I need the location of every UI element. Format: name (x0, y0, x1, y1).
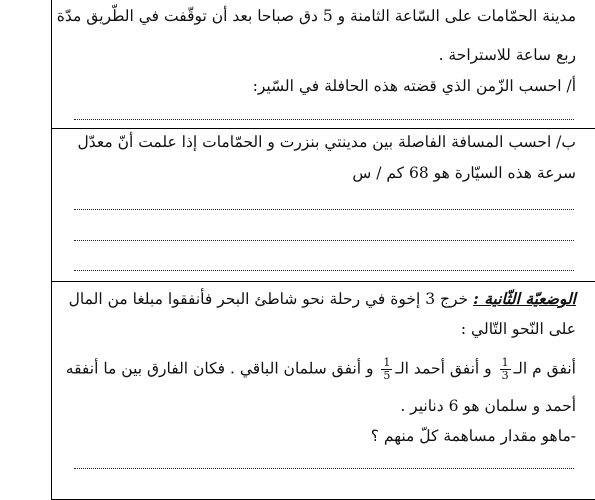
problem1-text-line1: مدينة الحمّامات على السّاعة الثامنة و 5 دق صباحا بعد أن توقّفت في الطّريق مدّة (56, 7, 576, 25)
fraction-denominator: 5 (383, 369, 391, 382)
problem2-intro-line2: على النّحو التّالي : (460, 320, 576, 338)
fraction-numerator: 1 (501, 356, 509, 369)
problem1-text-line2: ربع ساعة للاستراحة . (438, 46, 576, 64)
answer-line-a (74, 119, 574, 122)
spend-part2: و أنفق أحمد الـ (395, 359, 492, 378)
fraction-denominator: 3 (501, 369, 509, 382)
answer-line-c (74, 468, 574, 471)
answer-line-b3 (74, 270, 574, 273)
spend-part1: أنفق م الـ (513, 359, 576, 378)
fraction-numerator: 1 (383, 356, 391, 369)
question-a: أ/ احسب الزّمن الذي قضته هذه الحافلة في السّير: (252, 77, 576, 95)
fraction-one-third (500, 357, 511, 382)
separator-line (51, 281, 595, 282)
problem2-question: -ماهو مقدار مساهمة كلّ منهم ؟ (370, 427, 576, 445)
spend-part3: و أنفق سلمان الباقي . فكان الفارق بين ما أنفقه (65, 359, 374, 378)
fraction-one-fifth (381, 357, 392, 382)
spending-line2: أحمد و سلمان هو 6 دنانير . (400, 397, 576, 415)
spending-line (66, 357, 576, 382)
question-b-line2: سرعة هذه السيّارة هو 68 كم / س (352, 164, 576, 182)
separator-line (51, 128, 595, 129)
problem2-title: الوضعيّة الثّانية : (473, 289, 576, 308)
question-b-line1: ب/ احسب المسافة الفاصلة بين مدينتي بنزرت و الحمّامات إذا علمت أنّ معدّل (77, 133, 576, 151)
problem2-intro: خرج 3 إخوة في رحلة نحو شاطئ البحر فأنفقوا مبلغا من المال (68, 290, 469, 308)
answer-line-b1 (74, 209, 574, 212)
answer-line-b2 (74, 240, 574, 243)
problem2-heading (69, 288, 576, 310)
